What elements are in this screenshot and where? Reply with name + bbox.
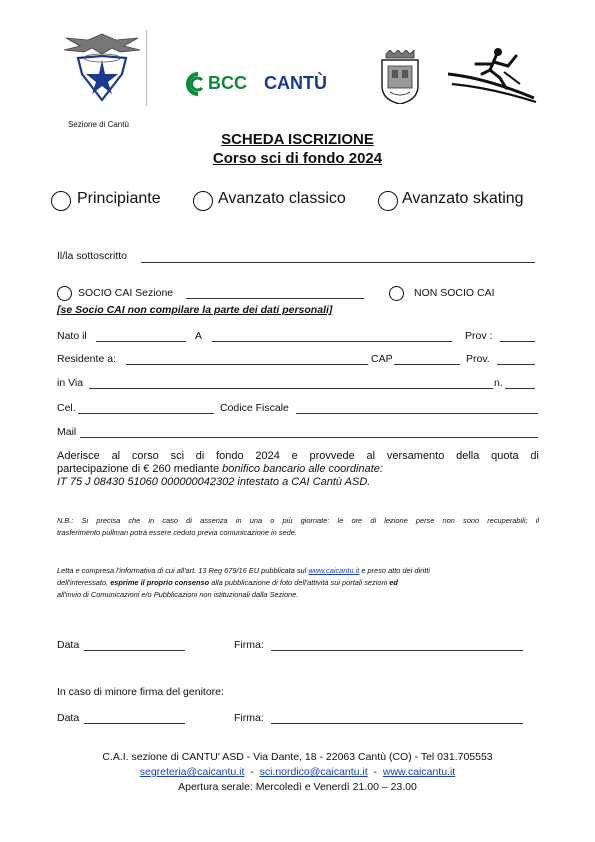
- street-number-label: n.: [494, 377, 503, 389]
- minor-note: In caso di minore firma del genitore:: [57, 686, 224, 698]
- member-label: SOCIO CAI Sezione: [78, 287, 174, 299]
- signature-field[interactable]: [271, 650, 523, 651]
- parent-signature-field[interactable]: [271, 723, 523, 724]
- resident-prov-field[interactable]: [497, 364, 535, 365]
- agreement-line-1: Aderisce al corso sci di fondo 2024 e provvede al versamento della quota di: [57, 450, 539, 462]
- date-field[interactable]: [84, 650, 185, 651]
- nb-note-line-1: N.B.: Si precisa che in caso di assenza in una o più giornate: le ore di lezione perse non sono recuperabili; il: [57, 516, 539, 525]
- course-title: Corso sci di fondo 2024: [212, 150, 383, 167]
- footer-address: C.A.I. sezione di CANTU' ASD - Via Dante, 18 - 22063 Cantù (CO) - Tel 031.705553: [102, 751, 493, 763]
- date-label: Data: [57, 639, 80, 651]
- option-principiante-radio[interactable]: [51, 191, 71, 211]
- birth-date-field[interactable]: [96, 341, 186, 342]
- street-number-field[interactable]: [505, 388, 535, 389]
- option-avanzato-skating-label: Avanzato skating: [402, 190, 524, 207]
- birth-province-label: Prov :: [465, 330, 493, 342]
- birth-province-field[interactable]: [500, 341, 535, 342]
- bank-transfer-text: bonifico bancario alle coordinate:: [222, 463, 383, 475]
- resident-city-field[interactable]: [126, 364, 368, 365]
- undersigned-field[interactable]: [141, 262, 535, 263]
- cantu-coat-of-arms: [378, 50, 422, 104]
- coat-of-arms-icon: [378, 50, 422, 104]
- member-section-field[interactable]: [186, 298, 364, 299]
- skier-icon: [446, 44, 538, 104]
- agreement-line-2: partecipazione di € 260 mediante bonifico bancario alle coordinate:: [57, 463, 383, 475]
- tax-code-field[interactable]: [296, 413, 538, 414]
- agreement-text: [57, 450, 539, 489]
- signature-label: Firma:: [234, 639, 264, 651]
- cai-section-caption: Sezione di Cantù: [68, 120, 129, 129]
- email-segreteria-link[interactable]: segreteria@caicantu.it: [139, 766, 245, 778]
- resident-prov-label: Prov.: [466, 353, 490, 365]
- header-divider: [146, 30, 147, 106]
- tax-code-label: Codice Fiscale: [220, 402, 289, 414]
- non-member-radio[interactable]: [389, 286, 404, 301]
- email-sci-nordico-link[interactable]: sci.nordico@caicantu.it: [259, 766, 368, 778]
- birth-place-field[interactable]: [212, 341, 452, 342]
- option-avanzato-classico-label: Avanzato classico: [218, 190, 346, 207]
- born-at-label: A: [195, 330, 203, 342]
- privacy-note: [57, 565, 539, 601]
- option-avanzato-classico-radio[interactable]: [193, 191, 213, 211]
- consent-text: esprime il proprio consenso: [110, 578, 210, 587]
- option-avanzato-skating-radio[interactable]: [378, 191, 398, 211]
- cantu-logo-text: CANTÙ: [264, 73, 327, 93]
- cai-logo: [58, 28, 146, 108]
- parent-date-field[interactable]: [84, 723, 185, 724]
- phone-field[interactable]: [78, 413, 214, 414]
- privacy-line-1: Letta e compresa l'informativa di cui all'art. 13 Reg 679/16 EU pubblicata sul www.caicantu.it e preso atto dei diritti: [57, 566, 430, 575]
- option-principiante-label: Principiante: [77, 190, 161, 207]
- skier-logo: [446, 44, 538, 104]
- resident-label: Residente a:: [57, 353, 116, 365]
- street-label: in Via: [57, 377, 84, 389]
- parent-signature-label: Firma:: [234, 712, 264, 724]
- nb-note-line-2: trasferimento pullman potrà essere ceduto previa comunicazione in sede.: [57, 528, 297, 537]
- non-member-label: NON SOCIO CAI: [414, 287, 495, 299]
- member-radio[interactable]: [57, 286, 72, 301]
- bcc-swirl-icon: [178, 70, 206, 98]
- cap-label: CAP: [371, 353, 393, 365]
- street-field[interactable]: [89, 388, 493, 389]
- mail-field[interactable]: [80, 437, 538, 438]
- privacy-link[interactable]: www.caicantu.it: [308, 566, 360, 575]
- parent-date-label: Data: [57, 712, 80, 724]
- cai-eagle-icon: [58, 28, 146, 108]
- mail-label: Mail: [57, 426, 77, 438]
- bcc-logo-text: BCC: [208, 73, 247, 93]
- nb-note: [57, 515, 539, 539]
- privacy-line-3: all'invio di Comunicazioni e/o Pubblicazioni non istituzionali dalla Sezione.: [57, 590, 299, 599]
- footer-links: segreteria@caicantu.it - sci.nordico@caicantu.it - www.caicantu.it: [139, 766, 456, 778]
- iban-line: IT 75 J 08430 51060 000000042302 intestato a CAI Cantù ASD.: [57, 476, 371, 488]
- privacy-line-2: dell'interessato, esprime il proprio consenso alla pubblicazione di foto dell'attività sui portali sezioni ed: [57, 578, 398, 587]
- phone-label: Cel.: [57, 402, 76, 414]
- bcc-logo: [178, 70, 338, 98]
- cap-field[interactable]: [394, 364, 460, 365]
- member-note: [se Socio CAI non compilare la parte dei dati personali]: [57, 304, 333, 316]
- undersigned-label: Il/la sottoscritto: [57, 250, 128, 262]
- website-link[interactable]: www.caicantu.it: [382, 766, 456, 778]
- born-in-label: Nato il: [57, 330, 87, 342]
- form-title: SCHEDA ISCRIZIONE: [221, 131, 374, 148]
- footer-opening-hours: Apertura serale: Mercoledì e Venerdì 21.00 – 23.00: [178, 781, 417, 793]
